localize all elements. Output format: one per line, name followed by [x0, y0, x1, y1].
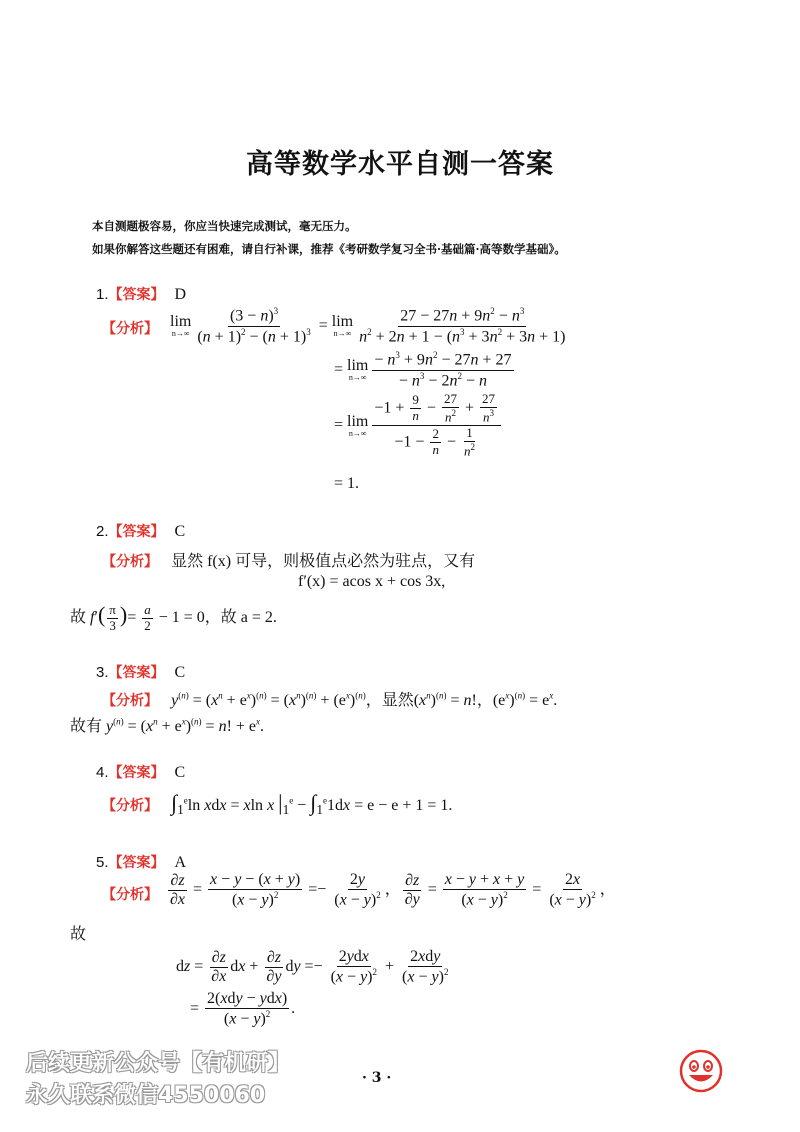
answer-value: C [174, 764, 186, 781]
analysis-tag: 【分析】 [102, 798, 158, 814]
question-number: 2. [96, 523, 109, 540]
q5-result: = $\frac{\text{2(xdy − ydx)}}{(x - y)^2}$ . [190, 990, 296, 1028]
answer-tag: 【答案】 [108, 524, 165, 540]
question-2-header [96, 521, 185, 541]
answer-value: C [174, 664, 186, 681]
question-number: 1. [96, 286, 109, 303]
answer-tag: 【答案】 [108, 665, 165, 681]
intro-line-1: 本自测题极容易，你应当快速完成测试，毫无压力。 [92, 219, 357, 233]
q1-limit-step-2: = lim n→∞ $\frac{- n^3 + 9n^2 - 27n + 27}{- n^3 - 2n^2 - n}$ [334, 350, 512, 390]
watermark-line-2: 永久联系微信4550060 [26, 1083, 266, 1108]
answer-tag: 【答案】 [108, 765, 165, 781]
answer-tag: 【答案】 [108, 287, 165, 303]
watermark-line-1: 后续更新公众号【有机研】 [26, 1051, 291, 1076]
q1-limit-step-3: = lim n→∞ −1 + $\frac{9}{n}$ − $\frac{27}{n^2}$ + $\frac{27}{n^3}$ −1 − $\frac{2}{n}$ − $\frac{1}{n^2}$ [334, 392, 503, 459]
q1-limit-step-1: lim n→∞ $\frac{(3 - n)^3}{(n + 1)^2 - (n + 1)^3}$ = lim n→∞ $\frac{27 - 27n + 9n^2 - n^3}{n^2 + 2n + 1 - (n^3 + 3n^2 + 3n + 1)}$ [170, 306, 566, 346]
q1-result: = 1. [334, 475, 360, 492]
question-1-header [96, 284, 186, 304]
question-number: 4. [96, 764, 109, 781]
answer-value: A [174, 854, 187, 871]
q2-conclusion: 故 f′( $\frac{\pi}{3}$ )= $\frac{a}{2}$ − 1 = 0，故 a = 2. [70, 601, 277, 633]
analysis-tag: 【分析】 [102, 693, 158, 709]
q4-analysis: 【分析】 $\int_1^e\ln$ xdx = xln x $|_1^e - \int_1^e1dx = e - e + 1 = 1$. [102, 790, 453, 818]
smiley-logo-icon [678, 1048, 724, 1098]
q2-analysis-text: 显然 f(x) 可导，则极值点必然为驻点，又有 [171, 553, 476, 570]
q5-total-differential: dz = $\frac{\partial z}{\partial x}$ dx + $\frac{\partial z}{\partial y}$ dy =− $\frac{\text{2ydx}}{(x - y)^2}$ + $\frac{\text{2xdy}}{(x - y)^2}$ [176, 948, 449, 986]
question-number: 5. [96, 854, 109, 871]
q2-analysis [102, 548, 475, 571]
answer-value: C [174, 523, 186, 540]
question-5-header [96, 852, 186, 872]
analysis-tag: 【分析】 [102, 554, 158, 570]
q5-conclusion-word: 故 [70, 926, 87, 943]
question-number: 3. [96, 664, 109, 681]
q5-partials: $\frac{\partial z}{\partial x}$ = $\frac{x - y - (x + y)}{(x - y)^2}$ =− $\frac{2y}{(x - y)^2}$ ， $\frac{\partial z}{\partial y}$ = $\frac{x - y + x + y}{(x - y)^2}$ = $\frac{2x}{(x - y)^2}$ ， [170, 871, 616, 909]
page-number: · 3 · [362, 1070, 392, 1086]
q3-analysis: 【分析】 $y^{(n)} = (x^n + e^x)^{(n)} = (x^n)^{(n)} + (e^x)^{(n)}$，显然$(x^n)^{(n)} = n$!，$(e^x)^{(n)} = e^x$. [102, 690, 558, 709]
answer-tag: 【答案】 [108, 855, 165, 871]
question-3-header [96, 662, 185, 682]
analysis-tag: 【分析】 [102, 321, 158, 337]
analysis-tag: 【分析】 [102, 887, 158, 903]
question-4-header [96, 762, 185, 782]
intro-line-2: 如果你解答这些题还有困难，请自行补课，推荐《考研数学复习全书·基础篇·高等数学基础》。 [92, 242, 566, 256]
page-title: 高等数学水平自测一答案 [246, 149, 554, 180]
q3-conclusion: 故有 $y^{(n)} = (x^n + e^x)^{(n)} = n$! + $e^x$. [70, 716, 265, 735]
q2-formula: f′(x) = acos x + cos 3x, [298, 573, 446, 590]
answer-value: D [174, 286, 187, 303]
